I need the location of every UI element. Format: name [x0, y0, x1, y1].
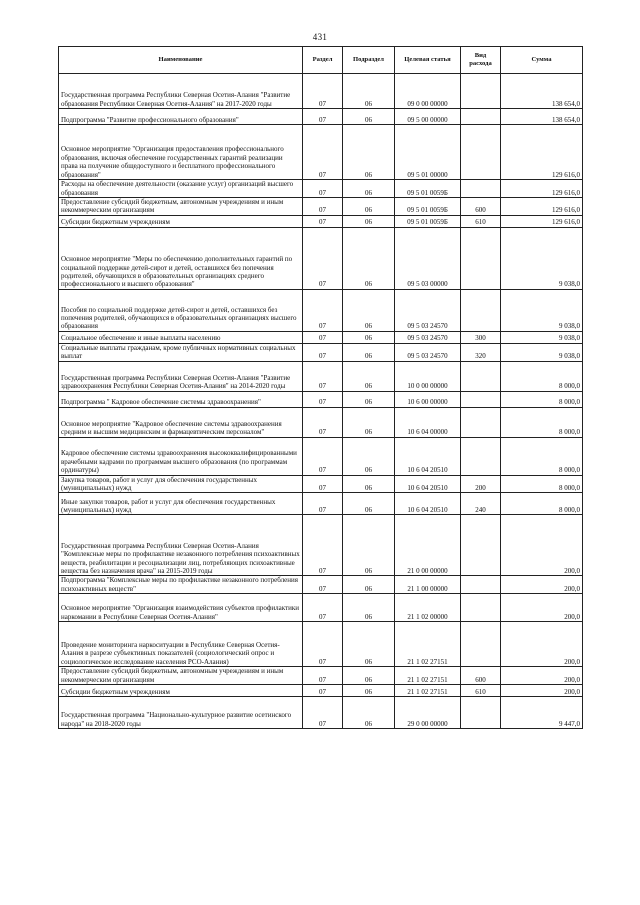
- row-section: 07: [303, 361, 343, 391]
- row-name: Субсидии бюджетным учреждениям: [59, 684, 303, 696]
- row-section: 07: [303, 109, 343, 125]
- row-expense-type: [461, 576, 501, 594]
- row-sum: 200,0: [501, 515, 583, 576]
- row-name: Иные закупки товаров, работ и услуг для обеспечения государственных (муниципальных) нужд: [59, 493, 303, 515]
- row-name: Государственная программа Республики Северная Осетия-Алания "Развитие образования Республики Северная Осетия-Алания" на 2017-2020 годы: [59, 74, 303, 109]
- table-row: [59, 361, 583, 391]
- row-expense-type: [461, 391, 501, 407]
- row-target: 09 5 01 0059Б: [395, 180, 461, 198]
- row-section: 07: [303, 493, 343, 515]
- row-subsection: 06: [343, 109, 395, 125]
- row-sum: 200,0: [501, 622, 583, 667]
- row-sum: 9 038,0: [501, 343, 583, 361]
- header-expense-type: Вид расхода: [461, 47, 501, 74]
- row-name: Проведение мониторинга наркоситуации в Республике Северная Осетия-Алания в разрезе субъективных показателей (социологический опрос и социологическое исследование населения РСО-Алания): [59, 622, 303, 667]
- row-section: 07: [303, 515, 343, 576]
- row-sum: 8 000,0: [501, 493, 583, 515]
- row-sum: 9 038,0: [501, 227, 583, 289]
- row-section: 07: [303, 74, 343, 109]
- row-target: 21 1 02 27151: [395, 667, 461, 685]
- row-target: 10 0 00 00000: [395, 361, 461, 391]
- row-sum: 8 000,0: [501, 361, 583, 391]
- row-name: Кадровое обеспечение системы здравоохранения высококвалифицированными врачебными кадрами по программам высшего образования (по программам ординатуры): [59, 437, 303, 475]
- row-name: Подпрограмма " Кадровое обеспечение системы здравоохранения": [59, 391, 303, 407]
- row-target: 09 5 03 24570: [395, 331, 461, 343]
- table-row: [59, 576, 583, 594]
- row-section: 07: [303, 576, 343, 594]
- row-section: 07: [303, 331, 343, 343]
- header-target: Целевая статья: [395, 47, 461, 74]
- row-expense-type: [461, 696, 501, 728]
- table-row: [59, 684, 583, 696]
- row-name: Основное мероприятие "Кадровое обеспечение системы здравоохранения средним и высшим медицинским и фармацевтическим персоналом": [59, 407, 303, 437]
- row-sum: 200,0: [501, 576, 583, 594]
- row-expense-type: 240: [461, 493, 501, 515]
- row-name: Субсидии бюджетным учреждениям: [59, 215, 303, 227]
- row-expense-type: [461, 125, 501, 180]
- row-name: Государственная программа Республики Северная Осетия-Алания "Комплексные меры по профилактике незаконного потребления психоактивных веществ, реабилитации и ресоциализации лиц, потребляющих психоактивные вещества без назначения врача" на 2015-2019 годы: [59, 515, 303, 576]
- row-target: 10 6 00 00000: [395, 391, 461, 407]
- row-sum: 129 616,0: [501, 215, 583, 227]
- row-name: Подпрограмма "Комплексные меры по профилактике незаконного потребления психоактивных веществ": [59, 576, 303, 594]
- row-sum: 129 616,0: [501, 125, 583, 180]
- row-expense-type: [461, 437, 501, 475]
- row-target: 09 5 03 24570: [395, 343, 461, 361]
- row-expense-type: [461, 622, 501, 667]
- row-sum: 129 616,0: [501, 198, 583, 216]
- table-body: [59, 74, 583, 729]
- row-sum: 8 000,0: [501, 475, 583, 493]
- row-section: 07: [303, 622, 343, 667]
- row-subsection: 06: [343, 215, 395, 227]
- row-section: 07: [303, 289, 343, 331]
- row-name: Пособия по социальной поддержке детей-сирот и детей, оставшихся без попечения родителей, обучающихся в образовательных организациях высшего образования: [59, 289, 303, 331]
- row-section: 07: [303, 407, 343, 437]
- row-subsection: 06: [343, 74, 395, 109]
- table-row: [59, 493, 583, 515]
- row-subsection: 06: [343, 622, 395, 667]
- row-section: 07: [303, 667, 343, 685]
- row-subsection: 06: [343, 289, 395, 331]
- row-sum: 9 038,0: [501, 331, 583, 343]
- row-expense-type: [461, 289, 501, 331]
- row-target: 29 0 00 00000: [395, 696, 461, 728]
- row-name: Основное мероприятие "Организация взаимодействия субъектов профилактики наркомании в Республике Северная Осетия-Алания": [59, 594, 303, 622]
- row-section: 07: [303, 180, 343, 198]
- row-target: 21 1 00 00000: [395, 576, 461, 594]
- row-section: 07: [303, 215, 343, 227]
- row-subsection: 06: [343, 493, 395, 515]
- table-row: [59, 696, 583, 728]
- table-row: [59, 198, 583, 216]
- row-sum: 8 000,0: [501, 391, 583, 407]
- row-section: 07: [303, 391, 343, 407]
- row-name: Закупка товаров, работ и услуг для обеспечения государственных (муниципальных) нужд: [59, 475, 303, 493]
- row-name: Предоставление субсидий бюджетным, автономным учреждениям и иным некоммерческим организациям: [59, 198, 303, 216]
- table-row: [59, 109, 583, 125]
- row-subsection: 06: [343, 515, 395, 576]
- row-subsection: 06: [343, 198, 395, 216]
- table-row: [59, 289, 583, 331]
- table-row: [59, 667, 583, 685]
- row-subsection: 06: [343, 391, 395, 407]
- header-sum: Сумма: [501, 47, 583, 74]
- row-expense-type: 320: [461, 343, 501, 361]
- row-section: 07: [303, 198, 343, 216]
- row-target: 09 5 01 0059Б: [395, 198, 461, 216]
- row-expense-type: 600: [461, 198, 501, 216]
- row-name: Государственная программа "Национально-культурное развитие осетинского народа" на 2018-2020 годы: [59, 696, 303, 728]
- table-row: [59, 227, 583, 289]
- row-section: 07: [303, 125, 343, 180]
- row-expense-type: 610: [461, 684, 501, 696]
- row-name: Предоставление субсидий бюджетным, автономным учреждениям и иным некоммерческим организациям: [59, 667, 303, 685]
- row-target: 09 5 03 00000: [395, 227, 461, 289]
- row-sum: 200,0: [501, 594, 583, 622]
- row-expense-type: 300: [461, 331, 501, 343]
- table-row: [59, 475, 583, 493]
- table-row: [59, 622, 583, 667]
- row-section: 07: [303, 343, 343, 361]
- row-expense-type: [461, 361, 501, 391]
- row-target: 09 5 03 24570: [395, 289, 461, 331]
- header-name: Наименование: [59, 47, 303, 74]
- row-target: 10 6 04 20510: [395, 475, 461, 493]
- row-section: 07: [303, 227, 343, 289]
- row-sum: 138 654,0: [501, 74, 583, 109]
- row-subsection: 06: [343, 343, 395, 361]
- row-name: Социальные выплаты гражданам, кроме публичных нормативных социальных выплат: [59, 343, 303, 361]
- row-expense-type: 600: [461, 667, 501, 685]
- table-row: [59, 437, 583, 475]
- row-sum: 9 447,0: [501, 696, 583, 728]
- row-subsection: 06: [343, 407, 395, 437]
- row-target: 09 5 01 00000: [395, 125, 461, 180]
- row-sum: 129 616,0: [501, 180, 583, 198]
- table-header-row: [59, 47, 583, 74]
- row-target: 09 0 00 00000: [395, 74, 461, 109]
- row-expense-type: [461, 74, 501, 109]
- row-sum: 8 000,0: [501, 437, 583, 475]
- header-subsection: Подраздел: [343, 47, 395, 74]
- row-sum: 200,0: [501, 684, 583, 696]
- row-sum: 200,0: [501, 667, 583, 685]
- table-row: [59, 180, 583, 198]
- row-target: 21 1 02 27151: [395, 622, 461, 667]
- row-expense-type: 200: [461, 475, 501, 493]
- row-section: 07: [303, 684, 343, 696]
- row-subsection: 06: [343, 437, 395, 475]
- table-row: [59, 594, 583, 622]
- table-row: [59, 407, 583, 437]
- row-subsection: 06: [343, 594, 395, 622]
- row-subsection: 06: [343, 125, 395, 180]
- row-target: 09 5 00 00000: [395, 109, 461, 125]
- row-name: Государственная программа Республики Северная Осетия-Алания "Развитие здравоохранения Республики Северная Осетия-Алания" на 2014-2020 годы: [59, 361, 303, 391]
- row-subsection: 06: [343, 331, 395, 343]
- row-target: 10 6 04 00000: [395, 407, 461, 437]
- page-number: 431: [312, 32, 328, 42]
- row-sum: 8 000,0: [501, 407, 583, 437]
- table-row: [59, 515, 583, 576]
- row-subsection: 06: [343, 361, 395, 391]
- row-section: 07: [303, 437, 343, 475]
- row-name: Основное мероприятие "Организация предоставления профессионального образования, включая обеспечение государственных гарантий реализации права на получение общедоступного и бесплатного профессионального образования": [59, 125, 303, 180]
- row-target: 21 1 02 27151: [395, 684, 461, 696]
- row-sum: 9 038,0: [501, 289, 583, 331]
- row-subsection: 06: [343, 684, 395, 696]
- row-subsection: 06: [343, 180, 395, 198]
- row-target: 09 5 01 0059Б: [395, 215, 461, 227]
- row-subsection: 06: [343, 576, 395, 594]
- row-expense-type: [461, 407, 501, 437]
- row-section: 07: [303, 594, 343, 622]
- row-target: 21 0 00 00000: [395, 515, 461, 576]
- header-section: Раздел: [303, 47, 343, 74]
- row-sum: 138 654,0: [501, 109, 583, 125]
- row-name: Основное мероприятие "Меры по обеспечению дополнительных гарантий по социальной поддержке детей-сирот и детей, оставшихся без попечения родителей, обучающихся в образовательных организациях среднего профессионального и высшего образования": [59, 227, 303, 289]
- row-subsection: 06: [343, 475, 395, 493]
- row-subsection: 06: [343, 696, 395, 728]
- row-name: Подпрограмма "Развитие профессионального образования": [59, 109, 303, 125]
- row-expense-type: 610: [461, 215, 501, 227]
- row-target: 21 1 02 00000: [395, 594, 461, 622]
- table-row: [59, 343, 583, 361]
- row-section: 07: [303, 696, 343, 728]
- row-section: 07: [303, 475, 343, 493]
- row-expense-type: [461, 109, 501, 125]
- budget-table: [58, 46, 583, 729]
- row-expense-type: [461, 594, 501, 622]
- table-row: [59, 331, 583, 343]
- row-subsection: 06: [343, 227, 395, 289]
- table-row: [59, 125, 583, 180]
- row-subsection: 06: [343, 667, 395, 685]
- table-row: [59, 391, 583, 407]
- row-target: 10 6 04 20510: [395, 437, 461, 475]
- row-expense-type: [461, 515, 501, 576]
- table-row: [59, 74, 583, 109]
- row-expense-type: [461, 180, 501, 198]
- table-row: [59, 215, 583, 227]
- row-target: 10 6 04 20510: [395, 493, 461, 515]
- row-name: Расходы на обеспечение деятельности (оказание услуг) организаций высшего образования: [59, 180, 303, 198]
- row-expense-type: [461, 227, 501, 289]
- row-name: Социальное обеспечение и иные выплаты населению: [59, 331, 303, 343]
